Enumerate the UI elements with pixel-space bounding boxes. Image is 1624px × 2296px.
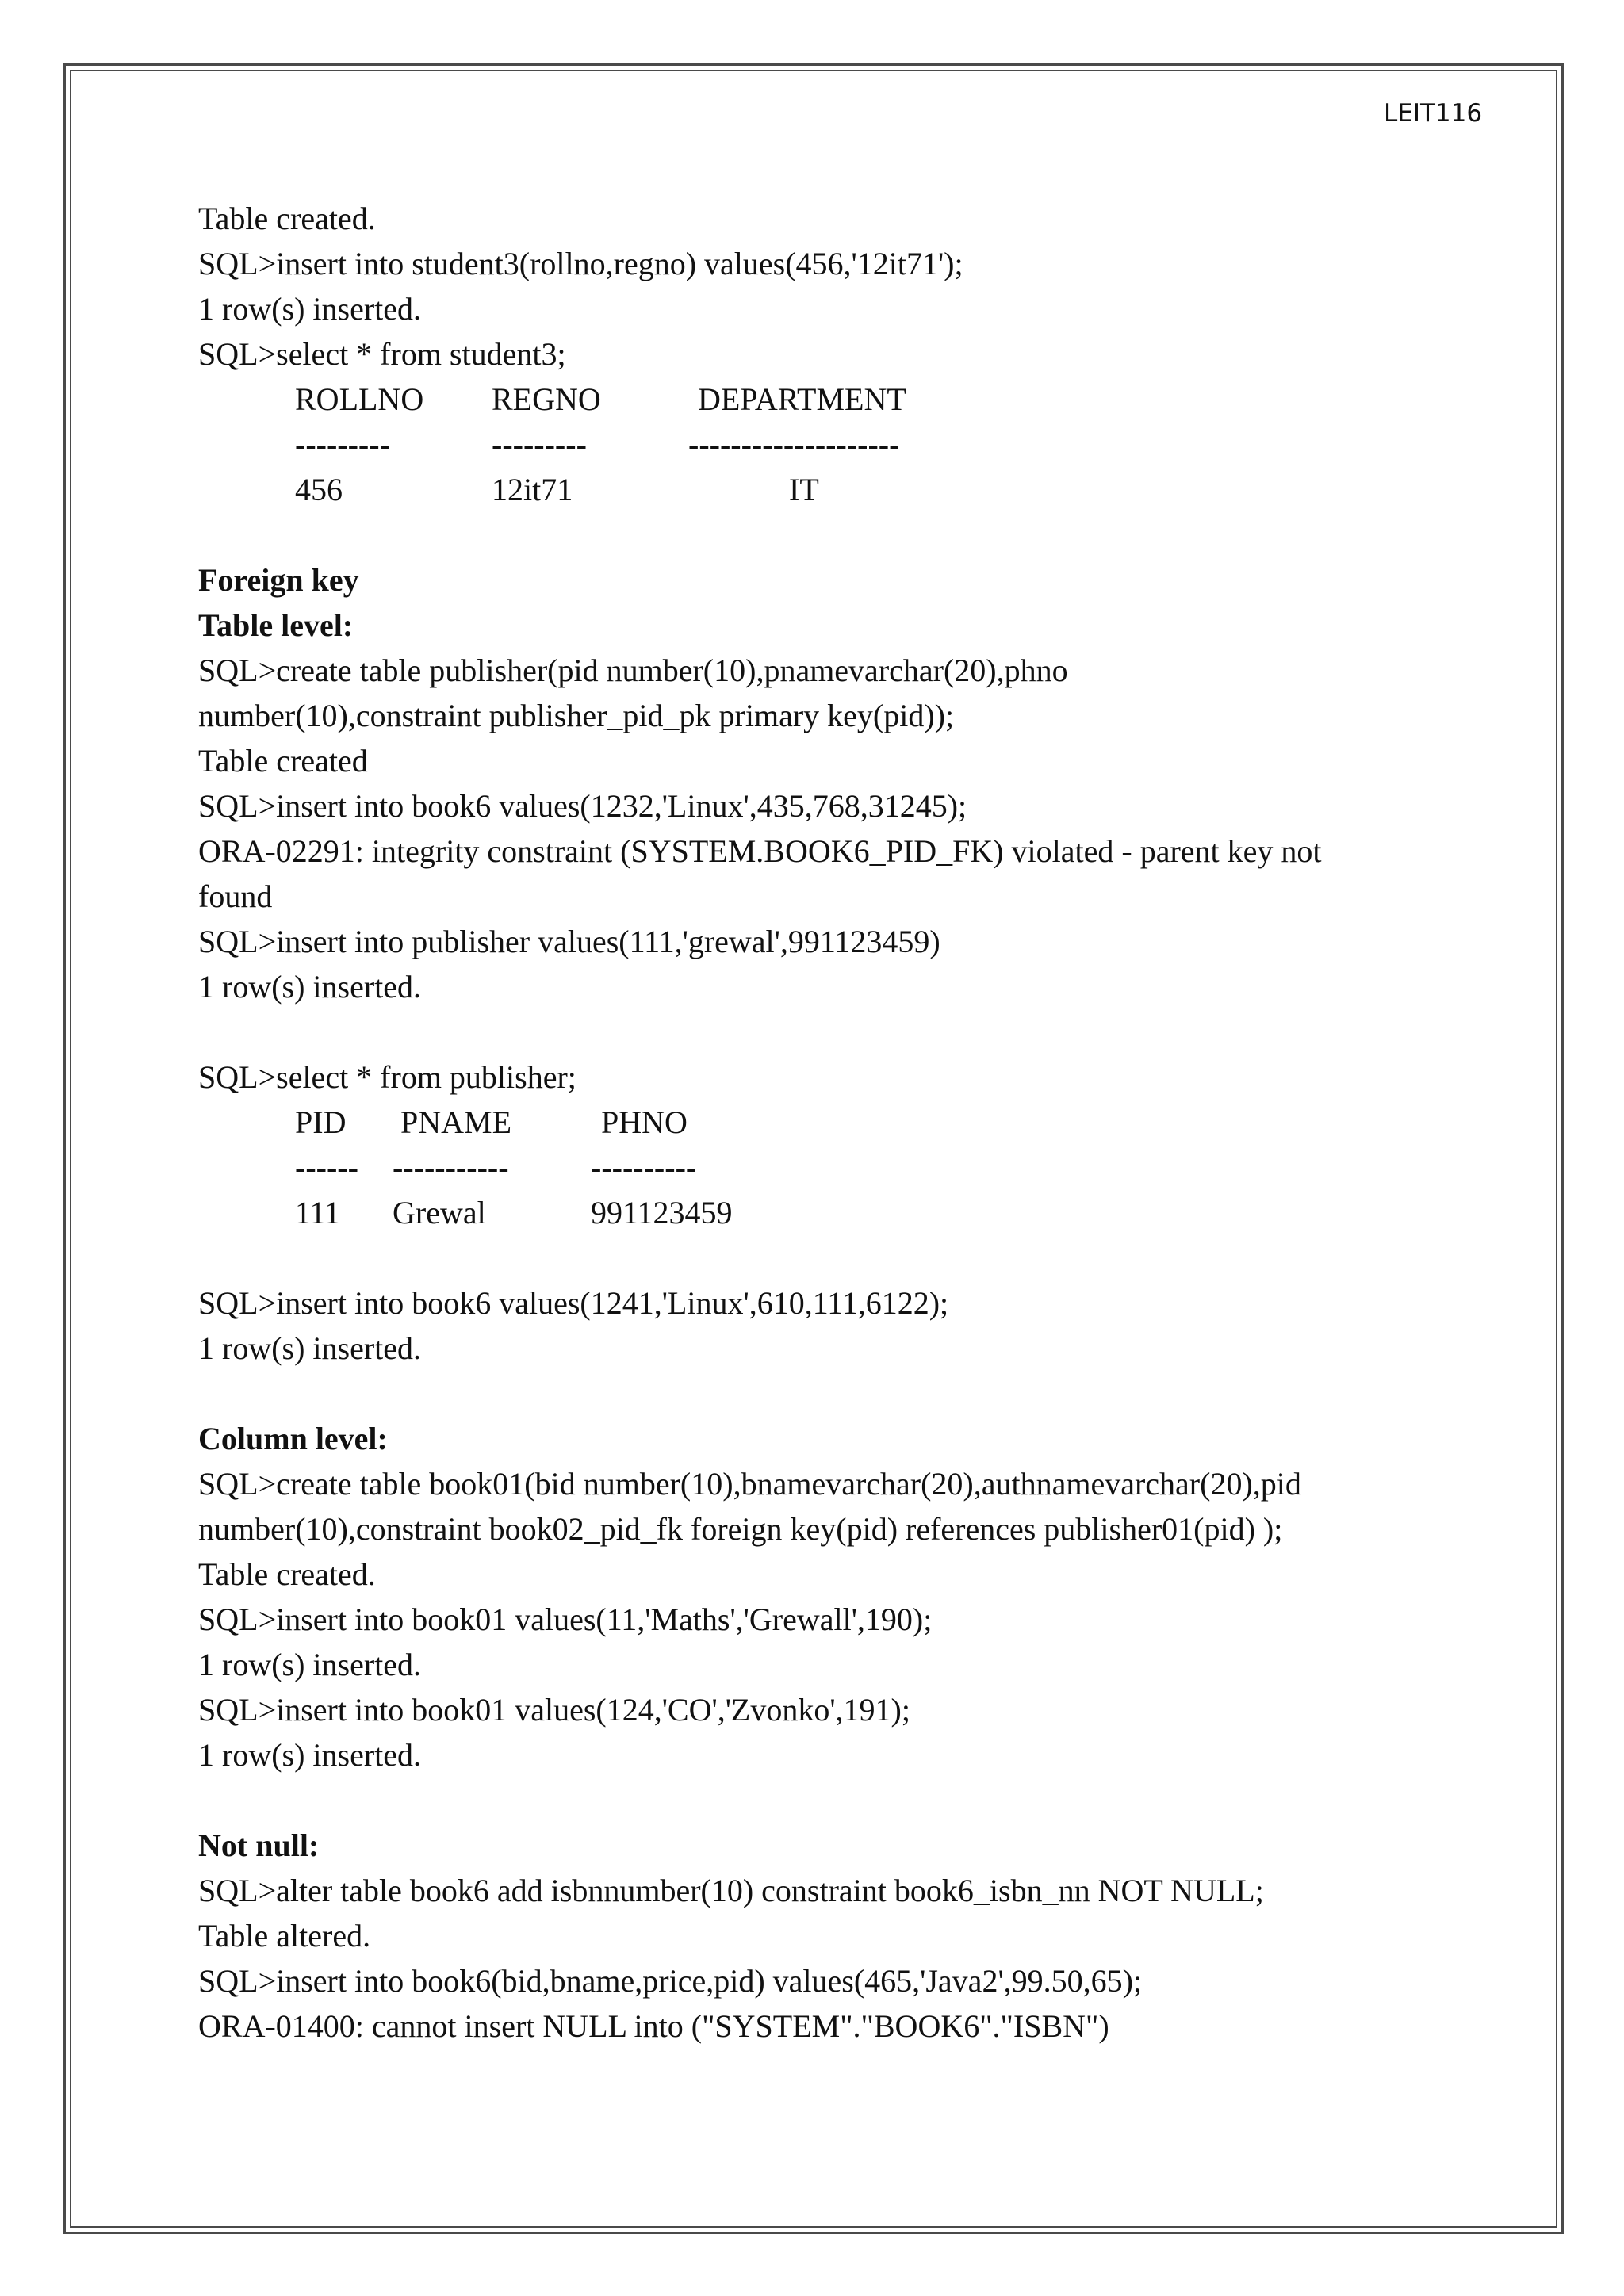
table-separator-row	[198, 1145, 1435, 1190]
sql-line: number(10),constraint publisher_pid_pk primary key(pid));	[198, 698, 955, 733]
table-separator-row	[198, 422, 1435, 467]
text-line: Table altered.	[198, 1918, 371, 1954]
section-heading: Column level:	[198, 1421, 388, 1456]
table-header-cell: ROLLNO	[295, 381, 424, 417]
table-header-cell: PNAME	[400, 1104, 512, 1140]
text-line: Table created.	[198, 1556, 376, 1592]
text-line: 1 row(s) inserted.	[198, 1737, 422, 1773]
table-header-cell: PHNO	[601, 1104, 688, 1140]
text-line: Table created	[198, 743, 368, 779]
table-row	[198, 467, 1435, 512]
sql-line: SQL>insert into student3(rollno,regno) values(456,'12it71');	[198, 246, 963, 281]
text-line: 1 row(s) inserted.	[198, 969, 422, 1004]
text-line: 1 row(s) inserted.	[198, 1647, 422, 1682]
table-header-row	[198, 1100, 1435, 1145]
student3-result-table	[198, 377, 1435, 512]
sql-line: SQL>select * from student3;	[198, 336, 566, 372]
table-row	[198, 1190, 1435, 1235]
page-header-code: LEIT116	[1384, 99, 1483, 128]
table-separator: -----------	[393, 1150, 509, 1185]
sql-line: SQL>insert into publisher values(111,'grewal',991123459)	[198, 924, 940, 959]
section-heading: Foreign key	[198, 562, 359, 598]
spacer	[198, 1009, 1435, 1054]
table-cell: IT	[789, 472, 819, 507]
sql-line: number(10),constraint book02_pid_fk foreign key(pid) references publisher01(pid) );	[198, 1511, 1283, 1547]
table-separator: ----------	[591, 1150, 697, 1185]
spacer	[198, 1371, 1435, 1416]
error-line: ORA-01400: cannot insert NULL into ("SYSTEM"."BOOK6"."ISBN")	[198, 2008, 1109, 2044]
table-separator: --------------------	[688, 427, 900, 462]
publisher-result-table	[198, 1100, 1435, 1235]
table-cell: 12it71	[492, 472, 573, 507]
sql-line: SQL>insert into book01 values(124,'CO','Zvonko',191);	[198, 1692, 910, 1728]
text-line: Table created.	[198, 201, 376, 236]
error-line: ORA-02291: integrity constraint (SYSTEM.BOOK6_PID_FK) violated - parent key not	[198, 833, 1322, 869]
table-separator: ------	[295, 1150, 358, 1185]
text-line: 1 row(s) inserted.	[198, 291, 422, 327]
sql-line: SQL>insert into book6 values(1232,'Linux',435,768,31245);	[198, 788, 967, 824]
sql-line: SQL>create table book01(bid number(10),bnamevarchar(20),authnamevarchar(20),pid	[198, 1466, 1301, 1502]
table-cell: 456	[295, 472, 343, 507]
sql-line: SQL>select * from publisher;	[198, 1059, 576, 1095]
table-cell: 991123459	[591, 1195, 733, 1230]
table-header-cell: PID	[295, 1104, 347, 1140]
table-cell: 111	[295, 1195, 341, 1230]
spacer	[198, 512, 1435, 557]
table-separator: ---------	[295, 427, 390, 462]
spacer	[198, 1777, 1435, 1823]
sql-line: SQL>insert into book6 values(1241,'Linux',610,111,6122);	[198, 1285, 949, 1321]
sql-line: SQL>alter table book6 add isbnnumber(10) constraint book6_isbn_nn NOT NULL;	[198, 1873, 1264, 1908]
table-separator: ---------	[492, 427, 587, 462]
table-header-cell: DEPARTMENT	[698, 381, 906, 417]
text-line: 1 row(s) inserted.	[198, 1330, 422, 1366]
spacer	[198, 1235, 1435, 1280]
table-cell: Grewal	[393, 1195, 486, 1230]
section-heading: Not null:	[198, 1827, 320, 1863]
table-header-row	[198, 377, 1435, 422]
sql-line: SQL>create table publisher(pid number(10),pnamevarchar(20),phno	[198, 652, 1068, 688]
table-header-cell: REGNO	[492, 381, 601, 417]
section-subheading: Table level:	[198, 607, 354, 643]
error-line: found	[198, 878, 273, 914]
sql-line: SQL>insert into book6(bid,bname,price,pid) values(465,'Java2',99.50,65);	[198, 1963, 1143, 1999]
document-body	[198, 196, 1435, 2049]
sql-line: SQL>insert into book01 values(11,'Maths','Grewall',190);	[198, 1601, 933, 1637]
